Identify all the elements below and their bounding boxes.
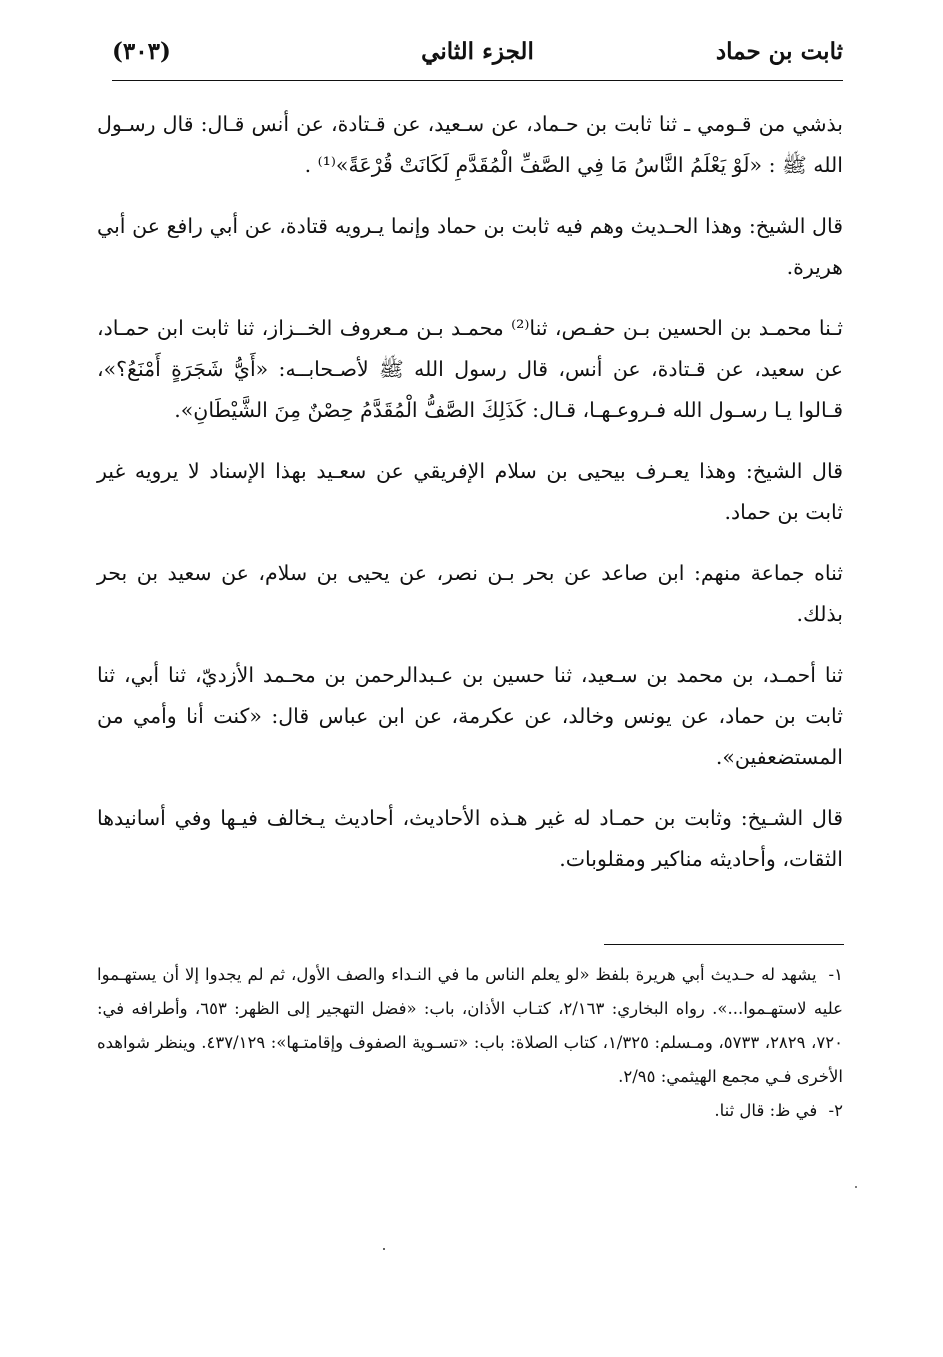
- part-title: الجزء الثاني: [421, 38, 534, 65]
- footnote-number: ١-: [828, 965, 843, 984]
- header-divider: [112, 80, 843, 81]
- footnote-text: يشهد له حـديث أبي هريرة بلفظ «لو يعلم الناس ما في النـداء والصف الأول، ثم لم يجدوا إلا أن يستهـموا عليه لاستهـموا...». رواه البخاري: ٢/١٦٣، كتـاب الأذان، باب: «فضل التهجير إلى الظهر: ٦٥٣، وأطرافه في: ٧٢٠، ٢٨٢٩، ٥٧٣٣، ومـسلم: ١/٣٢٥، كتاب الصلاة: باب: «تسـوية الصفوف وإقامتـها»: ٤٣٧/١٢٩. وينظر شواهده الأخرى فـي مجمع الهيثمي: ٢/٩٥.: [97, 965, 843, 1086]
- paragraph: ثـنا محمـد بن الحسين بـن حفـص، ثنا⁽²⁾ محمـد بـن مـعروف الخــزاز، ثنا ثابت ابن حمـاد، عن سعيد، عن قـتادة، عن أنس، قال رسول الله ﷺ لأصـحابــه: «أَيُّ شَجَرَةٍ أَمْنَعُ؟»، قـالوا يـا رسـول الله فـروعـهـا، قـال: كَذَلِكَ الصَّفُّ الْمُقَدَّمُ حِصْنٌ مِنَ الشَّيْطَانِ».: [97, 316, 843, 422]
- page-number: (٣٠٣): [112, 38, 171, 65]
- footnote-number: ٢-: [828, 1101, 843, 1120]
- scan-speck: [855, 1186, 857, 1188]
- book-title: ثابت بن حماد: [715, 38, 843, 65]
- paragraph: قال الشيخ: وهذا الحـديث وهم فيه ثابت بن حماد وإنما يـرويه قتادة، عن أبي رافع عن أبي هريرة.: [97, 214, 843, 279]
- paragraph: بذشي من قـومي ـ ثنا ثابت بن حـماد، عن سـعيد، عن قـتادة، عن أنس قـال: قال رسـول الله ﷺ : «لَوْ يَعْلَمُ النَّاسُ مَا فِي الصَّفِّ الْمُقَدَّمِ لَكَانَتْ قُرْعَةً»⁽¹⁾ .: [97, 112, 843, 177]
- footnote: [97, 958, 843, 1094]
- footnote: [97, 1094, 843, 1128]
- scan-speck: [383, 1248, 385, 1250]
- paragraph: قال الشيخ: وهذا يعـرف بيحيى بن سلام الإفريقي عن سعـيد بهذا الإسناد لا يرويه غير ثابت بن حماد.: [97, 459, 843, 524]
- footnote-divider: [604, 944, 844, 945]
- page-header: [112, 34, 843, 74]
- main-text: [97, 104, 843, 900]
- paragraph: ثناه جماعة منهم: ابن صاعد عن بحر بـن نصر، عن يحيى بن سلام، عن سعيد بن بحر بذلك.: [97, 561, 843, 626]
- footnotes: [97, 958, 843, 1128]
- paragraph: ثنا أحمـد، بن محمد بن سـعيد، ثنا حسين بن عـبدالرحمن بن محـمد الأزديّ، ثنا أبي، ثنا ثابت بن حماد، عن يونس وخالد، عن عكرمة، عن ابن عباس قال: «كنت أنا وأمي من المستضعفين».: [97, 663, 843, 769]
- paragraph: قال الشـيخ: وثابت بن حمـاد له غير هـذه الأحاديث، أحاديث يـخالف فيـها وفي أسانيدها الثقات، وأحاديثه مناكير ومقلوبات.: [97, 806, 843, 871]
- footnote-text: في ظ: قال ثنا.: [714, 1101, 818, 1120]
